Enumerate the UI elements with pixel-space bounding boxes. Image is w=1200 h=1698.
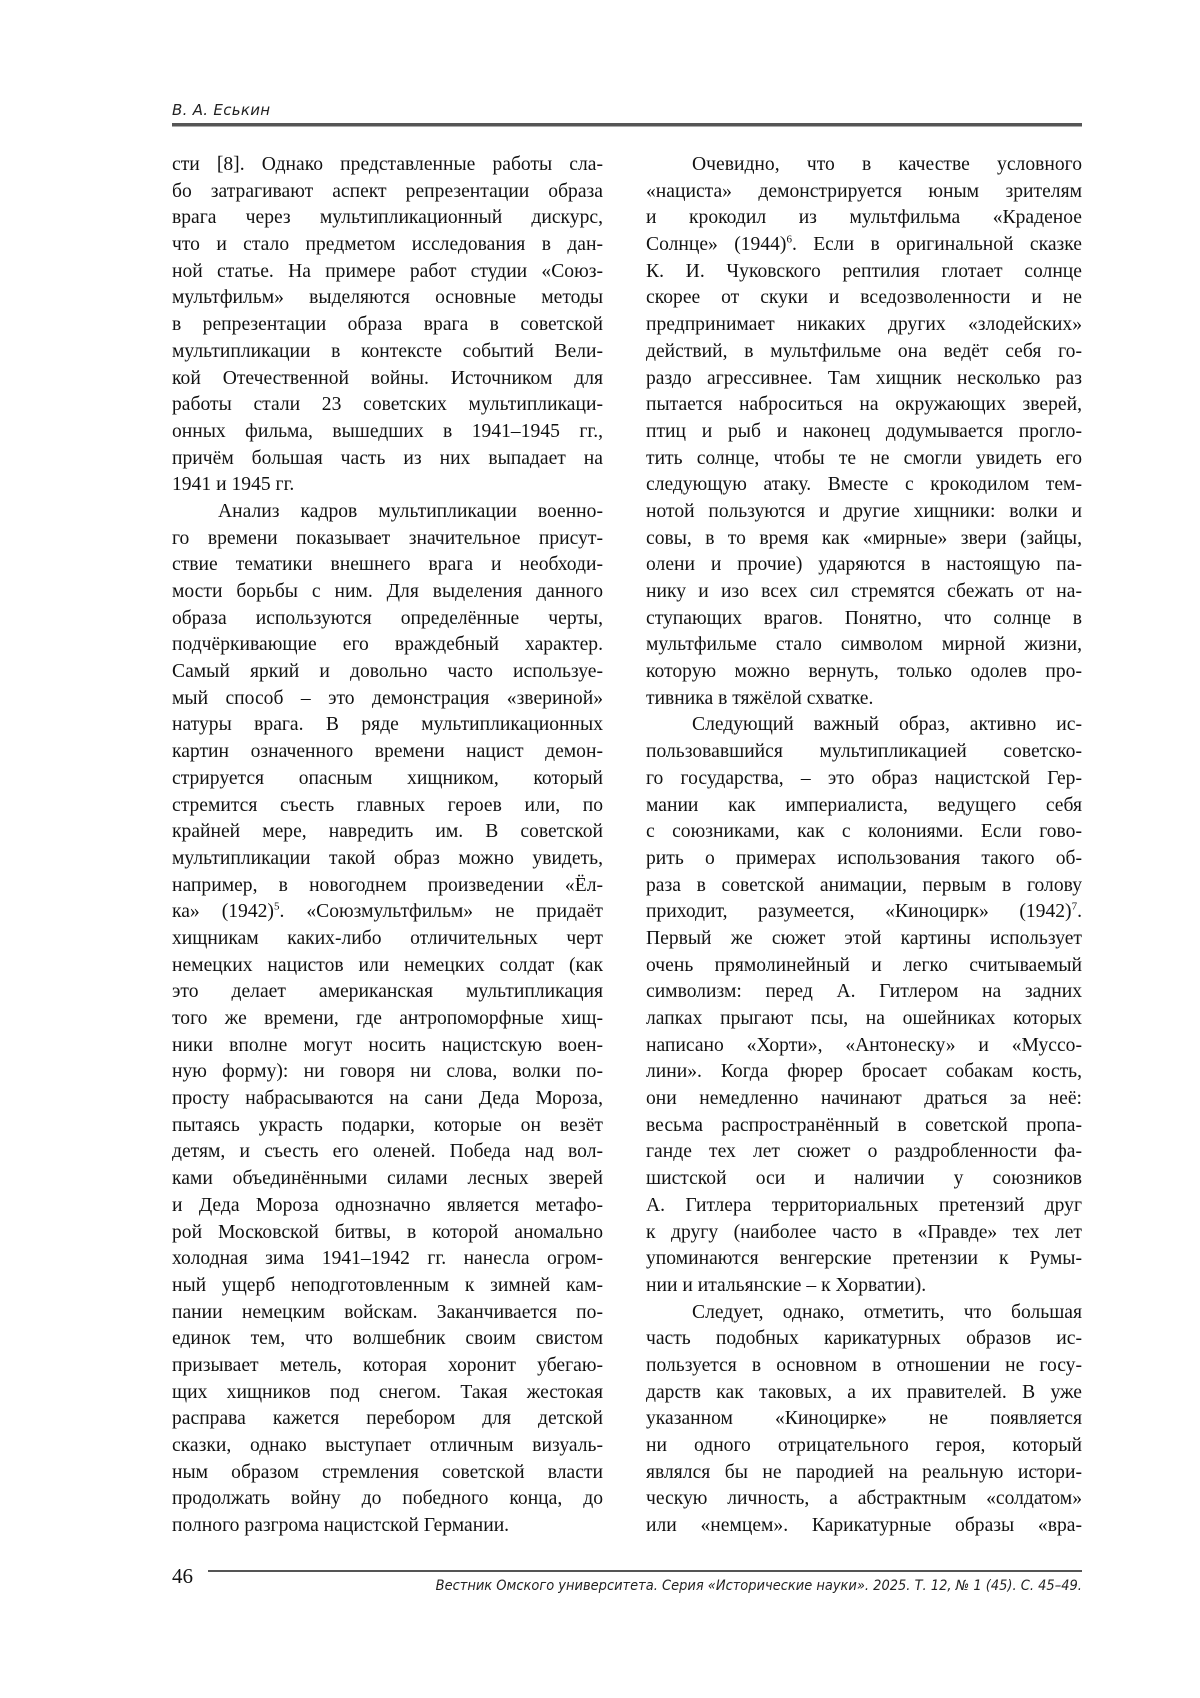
text-line: го времени показывает значительное присут-: [172, 527, 603, 549]
text-line: следующую атаку. Вместе с крокодилом тем-: [646, 474, 1082, 496]
paragraph: [646, 712, 1082, 1299]
text-line: Первый же сюжет этой картины использует: [646, 927, 1082, 949]
text-line: полного разгрома нацистской Германии.: [172, 1515, 510, 1537]
text-line: причём большая часть из них выпадает на: [172, 447, 603, 469]
text-line: например, в новогоднем произведении «Ёл-: [172, 874, 603, 896]
text-line: очень прямолинейный и легко считываемый: [646, 954, 1082, 976]
text-line: шистской оси и наличии у союзников: [646, 1168, 1082, 1190]
text-line: тить солнце, чтобы те не смогли увидеть его: [646, 447, 1082, 469]
text-line: в репрезентации образа врага в советской: [172, 314, 603, 336]
text-line: мании как империалиста, ведущего себя: [646, 794, 1082, 816]
text-line: просту набрасываются на сани Деда Мороза,: [172, 1088, 603, 1110]
text-line: мости борьбы с ним. Для выделения данного: [172, 581, 603, 602]
text-line: картин означенного времени нацист демон-: [172, 741, 603, 763]
text-line: скорее от скуки и вседозволенности и не: [646, 287, 1082, 309]
text-line: совы, в то время как «мирные» звери (зайцы,: [646, 527, 1082, 549]
text-line: стремится съесть главных героев или, по: [172, 794, 603, 816]
text-line: ную форму): ни говоря ни слова, волки по-: [172, 1061, 603, 1083]
text-line: холодная зима 1941–1942 гг. нанесла огром-: [172, 1248, 603, 1270]
text-line: символизм: перед А. Гитлером на задних: [646, 981, 1082, 1003]
text-line: Анализ кадров мультипликации военно-: [218, 500, 603, 522]
text-line: немецких нацистов или немецких солдат (как: [172, 954, 603, 976]
text-line: врага через мультипликационный дискурс,: [172, 207, 603, 229]
text-line: нотой пользуются и другие хищники: волки и: [646, 500, 1082, 522]
text-line: раздо агрессивнее. Там хищник несколько раз: [646, 367, 1082, 389]
text-line: и крокодил из мультфильма «Краденое: [646, 207, 1082, 229]
text-line: пользовавшийся мультипликацией советско-: [646, 741, 1082, 763]
text-line: призывает метель, которая хоронит убегаю-: [172, 1354, 603, 1376]
footnote-marker: 6: [786, 233, 792, 246]
text-line: Самый яркий и довольно часто используе-: [172, 661, 603, 683]
footnote-marker: 5: [273, 900, 280, 913]
text-line: мультипликации такой образ можно увидеть,: [172, 847, 603, 869]
text-line: к другу (наиболее часто в «Правде» тех лет: [646, 1221, 1082, 1243]
text-line: это делает американская мультипликация: [172, 981, 603, 1003]
text-line: ствие тематики внешнего врага и необходи-: [172, 554, 603, 576]
paragraph: [646, 1300, 1082, 1540]
text-line: или «немцем». Карикатурные образы «вра-: [646, 1515, 1082, 1537]
text-line: хищникам каких-либо отличительных черт: [172, 927, 603, 949]
text-line: нии и итальянские – к Хорватии).: [646, 1274, 927, 1296]
paragraph: [172, 152, 603, 499]
line-text: .: [1077, 901, 1082, 923]
text-line: щих хищников под снегом. Такая жестокая: [172, 1381, 603, 1403]
text-line: [646, 899, 1082, 926]
text-line: Очевидно, что в качестве условного: [692, 154, 1082, 175]
text-line: дарств как таковых, а их правителей. В уже: [646, 1381, 1082, 1403]
text-line: ники вполне могут носить нацистскую воен-: [172, 1034, 603, 1056]
text-line: тивника в тяжёлой схватке.: [646, 687, 874, 709]
text-line: мультфильм» выделяются основные методы: [172, 287, 603, 309]
text-line: ный ущерб неподготовленным к зимней кам-: [172, 1274, 603, 1296]
text-line: действий, в мультфильме она ведёт себя го-: [646, 340, 1082, 362]
text-line: А. Гитлера территориальных претензий друг: [646, 1194, 1082, 1216]
line-text: . Если в оригинальной сказке: [791, 234, 1082, 256]
text-line: кой Отечественной войны. Источником для: [172, 367, 603, 389]
text-line: Следующий важный образ, активно ис-: [692, 714, 1082, 736]
text-line: стрируется опасным хищником, который: [172, 767, 603, 789]
text-line: пользуется в основном в отношении не госу-: [646, 1354, 1082, 1376]
line-text: ка» (1942): [172, 901, 274, 923]
text-line: олени и прочие) ударяются в настоящую па-: [646, 554, 1082, 576]
left-column: [172, 152, 603, 1540]
text-line: подчёркивающие его враждебный характер.: [172, 634, 603, 656]
text-line: упоминаются венгерские претензии к Румы-: [646, 1248, 1082, 1270]
text-line: ной статье. На примере работ студии «Союз-: [172, 260, 603, 282]
line-text: . «Союзмультфильм» не придаёт: [279, 901, 603, 923]
text-line: расправа кажется перебором для детской: [172, 1408, 603, 1430]
text-line: мый способ – это демонстрация «звериной»: [172, 687, 603, 709]
line-text: приходит, разумеется, «Киноцирк» (1942): [646, 901, 1072, 923]
header-rule: [172, 123, 1082, 127]
text-line: ческую личность, а абстрактным «солдатом»: [646, 1488, 1082, 1510]
text-line: рить о примерах использования такого об-: [646, 847, 1082, 869]
text-line: предпринимает никаких других «злодейских»: [646, 314, 1082, 336]
text-line: с союзниками, как с колониями. Если гово-: [646, 821, 1082, 843]
text-line: [172, 899, 603, 926]
text-line: написано «Хорти», «Антонеску» и «Муссо-: [646, 1034, 1082, 1056]
text-line: натуры врага. В ряде мультипликационных: [172, 714, 603, 736]
text-line: рой Московской битвы, в которой аномально: [172, 1221, 603, 1243]
text-line: бо затрагивают аспект репрезентации образа: [172, 180, 603, 202]
text-line: что и стало предметом исследования в дан-: [172, 234, 603, 256]
text-line: образа используются определённые черты,: [172, 607, 603, 629]
paragraph: [646, 152, 1082, 712]
text-line: ками объединёнными силами лесных зверей: [172, 1168, 603, 1190]
text-line: сказки, однако выступает отличным визуаль-: [172, 1435, 603, 1456]
paragraph: [172, 499, 603, 1540]
text-line: онных фильма, вышедших в 1941–1945 гг.,: [172, 420, 603, 442]
page-number: 46: [172, 1564, 193, 1588]
text-line: крайней мере, навредить им. В советской: [172, 821, 603, 843]
text-line: лини». Когда фюрер бросает собакам кость,: [646, 1061, 1082, 1083]
running-header-author: В. А. Еськин: [172, 101, 271, 119]
text-line: продолжать войну до победного конца, до: [172, 1488, 603, 1510]
text-line: которую можно вернуть, только одолев про-: [646, 661, 1082, 683]
text-line: пытаясь украсть подарки, которые он везёт: [172, 1114, 603, 1136]
text-line: они немедленно начинают драться за неё:: [646, 1088, 1082, 1110]
text-line: указанном «Киноцирке» не появляется: [646, 1408, 1082, 1430]
text-line: часть подобных карикатурных образов ис-: [646, 1328, 1082, 1350]
text-line: «нациста» демонстрируется юным зрителям: [646, 180, 1082, 202]
text-line: того же времени, где антропоморфные хищ-: [172, 1008, 603, 1029]
text-line: ганде тех лет сюжет о раздробленности фа-: [646, 1141, 1082, 1163]
journal-citation: Вестник Омского университета. Серия «Исторические науки». 2025. Т. 12, № 1 (45). С. 45–49.: [435, 1578, 1082, 1594]
text-line: и Деда Мороза однозначно является метафо-: [172, 1194, 603, 1216]
text-line: весьма распространённый в советской пропа-: [646, 1114, 1082, 1136]
text-line: пытается наброситься на окружающих зверей,: [646, 394, 1082, 416]
text-line: Следует, однако, отметить, что большая: [692, 1301, 1082, 1323]
text-line: пании немецким войскам. Заканчивается по-: [172, 1301, 603, 1323]
text-line: работы стали 23 советских мультипликаци-: [172, 394, 603, 416]
footer-rule: [208, 1570, 1082, 1572]
text-line: сти [8]. Однако представленные работы сла-: [172, 154, 603, 175]
text-line: 1941 и 1945 гг.: [172, 474, 295, 496]
text-line: ным образом стремления советской власти: [172, 1461, 603, 1483]
text-line: нику и изо всех сил стремятся сбежать от на-: [646, 581, 1082, 602]
right-column: [646, 152, 1082, 1540]
text-line: К. И. Чуковского рептилия глотает солнце: [646, 260, 1082, 282]
text-line: детям, и съесть его оленей. Победа над вол-: [172, 1141, 603, 1163]
text-line: лапках прыгают псы, на ошейниках которых: [646, 1008, 1082, 1029]
text-line: раза в советской анимации, первым в голову: [646, 874, 1082, 896]
text-line: ни одного отрицательного героя, который: [646, 1435, 1082, 1456]
text-line: го государства, – это образ нацистской Гер-: [646, 767, 1082, 789]
text-line: являлся бы не пародией на реальную истори-: [646, 1461, 1082, 1483]
text-line: птиц и рыб и наконец додумывается прогло-: [646, 420, 1082, 442]
text-line: мультфильме стало символом мирной жизни,: [646, 634, 1082, 656]
text-line: единок тем, что волшебник своим свистом: [172, 1328, 603, 1350]
footnote-marker: 7: [1071, 900, 1078, 913]
text-line: ступающих врагов. Понятно, что солнце в: [646, 607, 1082, 629]
line-text: Солнце» (1944): [646, 234, 787, 256]
text-line: мультипликации в контексте событий Вели-: [172, 340, 603, 362]
text-line: [646, 232, 1082, 259]
